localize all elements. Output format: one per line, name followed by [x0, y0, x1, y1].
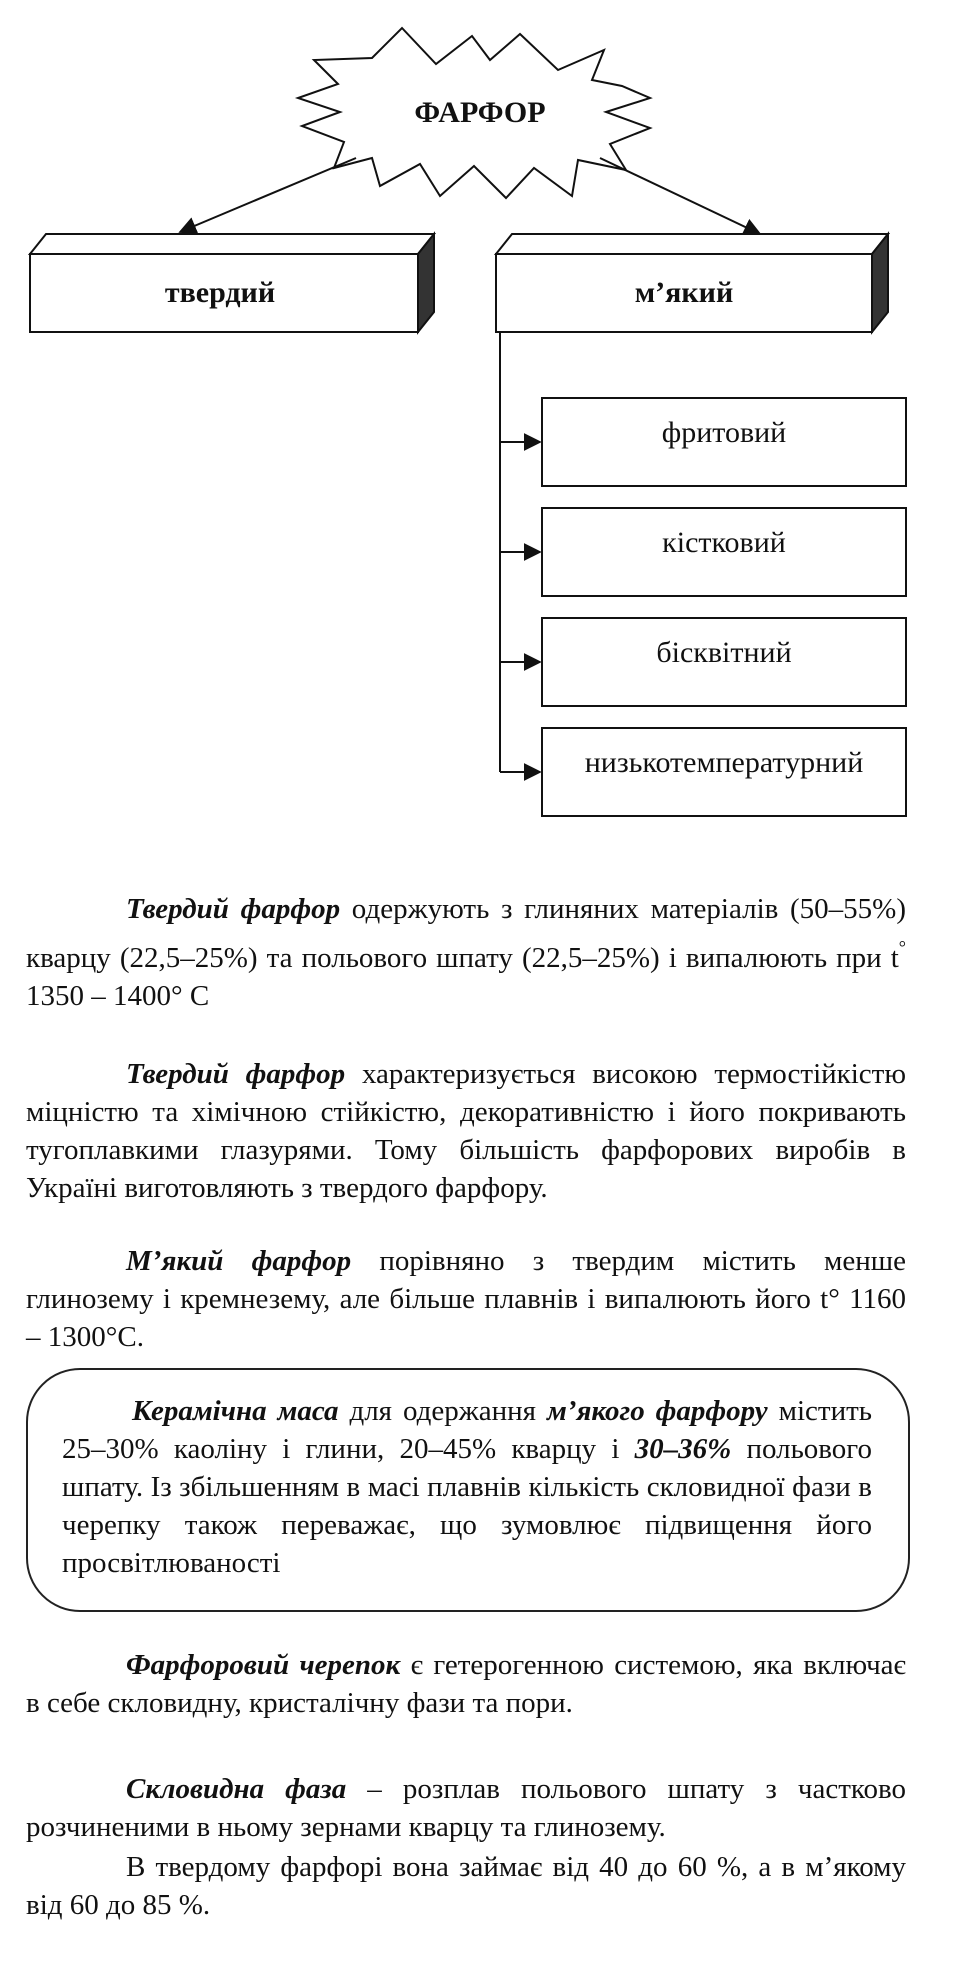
term-hard-porcelain: Твердий фарфор — [126, 893, 341, 925]
term-soft-porcelain: М’який фарфор — [126, 1245, 352, 1277]
soft-type-label: фритовий — [661, 416, 787, 449]
callout-text-part: для одержання — [338, 1395, 547, 1427]
paragraph-text: порівняно з твердим містить менше глинозему і кремнезему, але більше плавнів і випалюють його t° 1160 – 1300°C. — [26, 1245, 906, 1353]
term-ceramic-mass: Керамічна маса — [132, 1395, 339, 1427]
porcelain-classification-diagram — [0, 0, 965, 850]
branch-label-hard: твердий — [164, 276, 276, 309]
ceramic-mass-callout — [26, 1368, 910, 1612]
feldspar-percent: 30–36% — [634, 1433, 732, 1465]
soft-type-fritted — [500, 398, 906, 486]
root-starburst — [298, 28, 650, 198]
term-glassy-phase: Скловидна фаза — [126, 1773, 347, 1805]
paragraph-glassy-phase-share — [26, 1848, 906, 1924]
branch-label-soft: м’який — [634, 276, 734, 309]
paragraph-hard-porcelain-composition — [26, 890, 906, 1015]
paragraph-hard-porcelain-properties — [26, 1055, 906, 1207]
paragraph-text: є гетерогенною системою, яка включає в себе скловидну, кристалічну фази та пори. — [26, 1649, 906, 1719]
arrow-to-soft — [600, 158, 760, 234]
arrow-to-hard — [180, 158, 356, 232]
term-porcelain-body: Фарфоровий черепок — [126, 1649, 401, 1681]
callout-text — [62, 1392, 872, 1582]
paragraph-text-tail: 1350 – 1400° C — [26, 980, 210, 1012]
term-soft-porcelain: м’якого фарфору — [546, 1395, 768, 1427]
term-hard-porcelain: Твердий фарфор — [126, 1058, 346, 1090]
callout-text-part: містить 25–30% каоліну і глини, 20–45% кварцу і — [62, 1395, 872, 1465]
branch-box-hard — [30, 234, 434, 332]
root-label: ФАРФОР — [414, 96, 546, 129]
paragraph-glassy-phase — [26, 1770, 906, 1846]
soft-type-label: кістковий — [662, 526, 786, 559]
soft-type-bisque — [500, 618, 906, 706]
paragraph-text: характеризується високою термостійкістю міцністю та хімічною стійкістю, декоративністю і його покривають тугоплавкими глазурями. Тому більшість фарфорових виробів в Україні виготовляють з твердого фарфору. — [26, 1058, 907, 1204]
soft-type-bone — [500, 508, 906, 596]
callout-text-part: польового шпату. Із збільшенням в масі плавнів кількість скловидної фази в черепку також переважає, що зумовлює підвищення його просвітлюваності — [62, 1433, 872, 1579]
degree-mark: ° — [898, 937, 906, 957]
soft-type-low-temperature — [500, 728, 906, 816]
paragraph-text: – розплав польового шпату з частково розчиненими в ньому зернами кварцу та глинозему. — [26, 1773, 907, 1843]
soft-type-label: бісквітний — [656, 636, 792, 669]
paragraph-soft-porcelain — [26, 1242, 906, 1356]
paragraph-text: В твердому фарфорі вона займає від 40 до 60 %, а в м’якому від 60 до 85 %. — [26, 1851, 906, 1921]
paragraph-text: одержують з глиняних матеріалів (50–55%) кварцу (22,5–25%) та польового шпату (22,5–25%) і випалюють при t — [26, 893, 906, 974]
branch-box-soft — [496, 234, 888, 332]
soft-type-label: низькотемпературний — [584, 746, 864, 779]
paragraph-porcelain-body — [26, 1646, 906, 1722]
